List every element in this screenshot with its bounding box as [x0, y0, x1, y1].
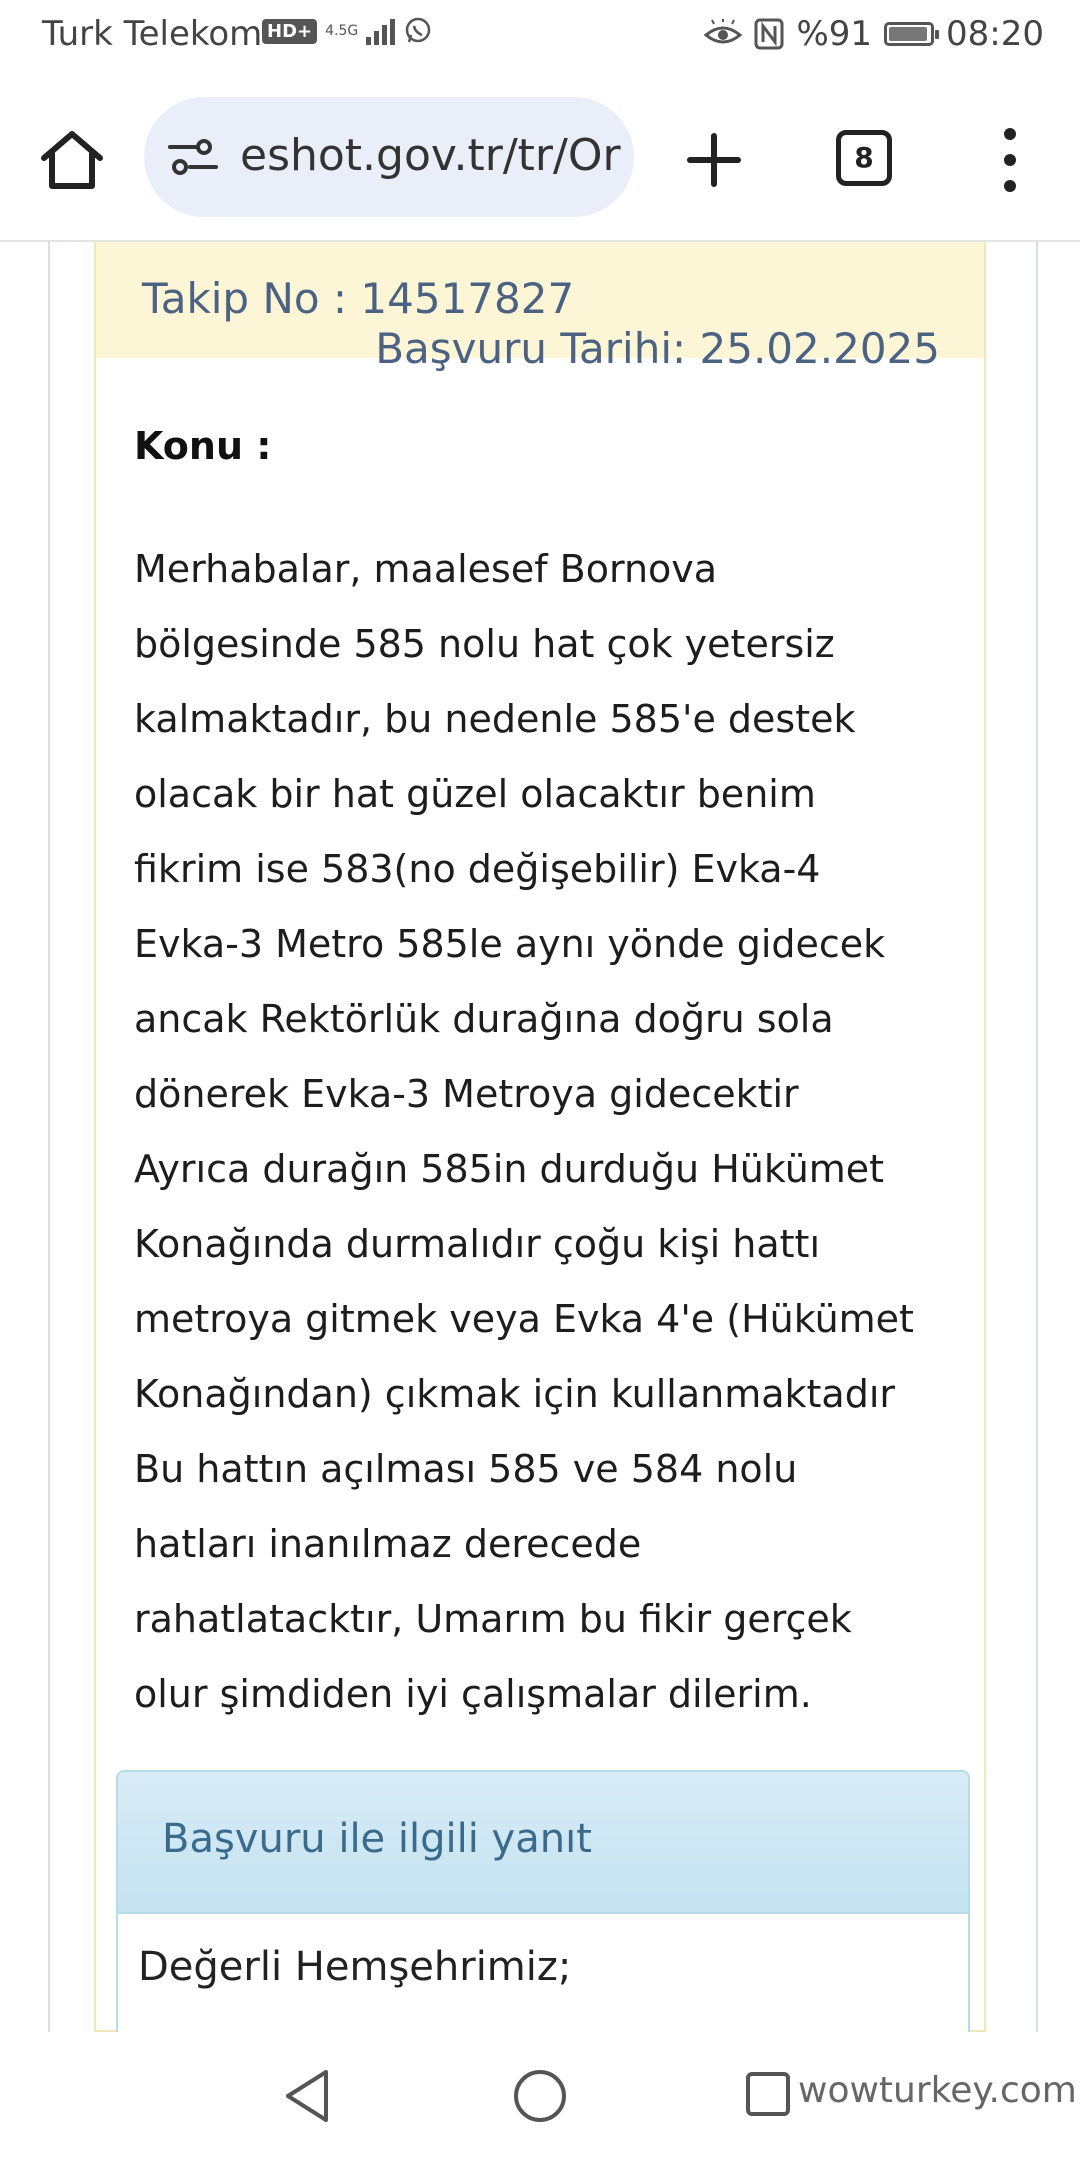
subject-line: Konağında durmalıdır çoğu kişi hattı — [134, 1222, 821, 1266]
subject-line: Evka-3 Metro 585le aynı yönde gidecek — [134, 922, 886, 966]
network-type-label: 4.5G — [325, 23, 359, 39]
home-circle-icon[interactable] — [514, 2070, 566, 2122]
subject-line: kalmaktadır, bu nedenle 585'e destek — [134, 697, 856, 741]
reply-title: Başvuru ile ilgili yanıt — [162, 1816, 592, 1862]
reply-greeting: Değerli Hemşehrimiz; — [138, 1944, 572, 1990]
signal-icon — [366, 17, 395, 45]
subject-line: olacak bir hat güzel olacaktır benim — [134, 772, 816, 816]
recent-square-icon[interactable] — [746, 2072, 790, 2116]
battery-percent: %91 — [796, 14, 873, 54]
plus-icon[interactable] — [684, 130, 744, 190]
battery-icon — [884, 22, 934, 46]
subject-line: Bu hattın açılması 585 ve 584 nolu — [134, 1447, 798, 1491]
subject-line: metroya gitmek veya Evka 4'e (Hükümet — [134, 1297, 914, 1341]
back-triangle-icon[interactable] — [282, 2068, 332, 2124]
subject-line: Ayrıca durağın 585in durduğu Hükümet — [134, 1147, 885, 1191]
application-card — [94, 242, 986, 2032]
subject-line: bölgesinde 585 nolu hat çok yetersiz — [134, 622, 835, 666]
subject-line: ancak Rektörlük durağına doğru sola — [134, 997, 834, 1041]
status-bar — [0, 0, 1080, 80]
watermark-text: wowturkey.com — [798, 2070, 1077, 2111]
card-header — [96, 242, 984, 373]
home-icon[interactable] — [38, 126, 106, 194]
system-nav-bar — [0, 2032, 1080, 2160]
tab-switcher-button[interactable]: 8 — [836, 130, 892, 186]
subject-line: rahatlatacktır, Umarım bu fikir gerçek — [134, 1597, 852, 1641]
whatsapp-icon — [403, 16, 433, 46]
address-bar[interactable] — [144, 97, 634, 217]
tracking-number: Takip No : 14517827 — [142, 274, 575, 323]
subject-line: fikrim ise 583(no değişebilir) Evka-4 — [134, 847, 821, 891]
browser-toolbar — [0, 80, 1080, 242]
more-vert-icon[interactable] — [990, 128, 1030, 192]
status-right-icons — [704, 14, 1044, 54]
tune-icon[interactable] — [168, 137, 218, 177]
subject-line: Konağından) çıkmak için kullanmaktadır — [134, 1372, 896, 1416]
application-date: Başvuru Tarihi: 25.02.2025 — [375, 324, 940, 373]
subject-line: dönerek Evka-3 Metroya gidecektir — [134, 1072, 799, 1116]
subject-line: Merhabalar, maalesef Bornova — [134, 547, 718, 591]
subject-line: hatları inanılmaz derecede — [134, 1522, 642, 1566]
subject-label: Konu : — [134, 424, 272, 468]
eye-icon — [704, 19, 742, 49]
nfc-icon — [754, 18, 784, 50]
url-text[interactable]: eshot.gov.tr/tr/Or — [240, 130, 621, 181]
hd-badge: HD+ — [262, 19, 317, 44]
clock: 08:20 — [946, 14, 1044, 54]
subject-line: olur şimdiden iyi çalışmalar dilerim. — [134, 1672, 812, 1716]
reply-panel — [116, 1770, 970, 2054]
subject-text — [134, 532, 954, 1732]
carrier-name: Turk Telekom — [42, 14, 263, 54]
status-left-icons — [262, 16, 433, 46]
